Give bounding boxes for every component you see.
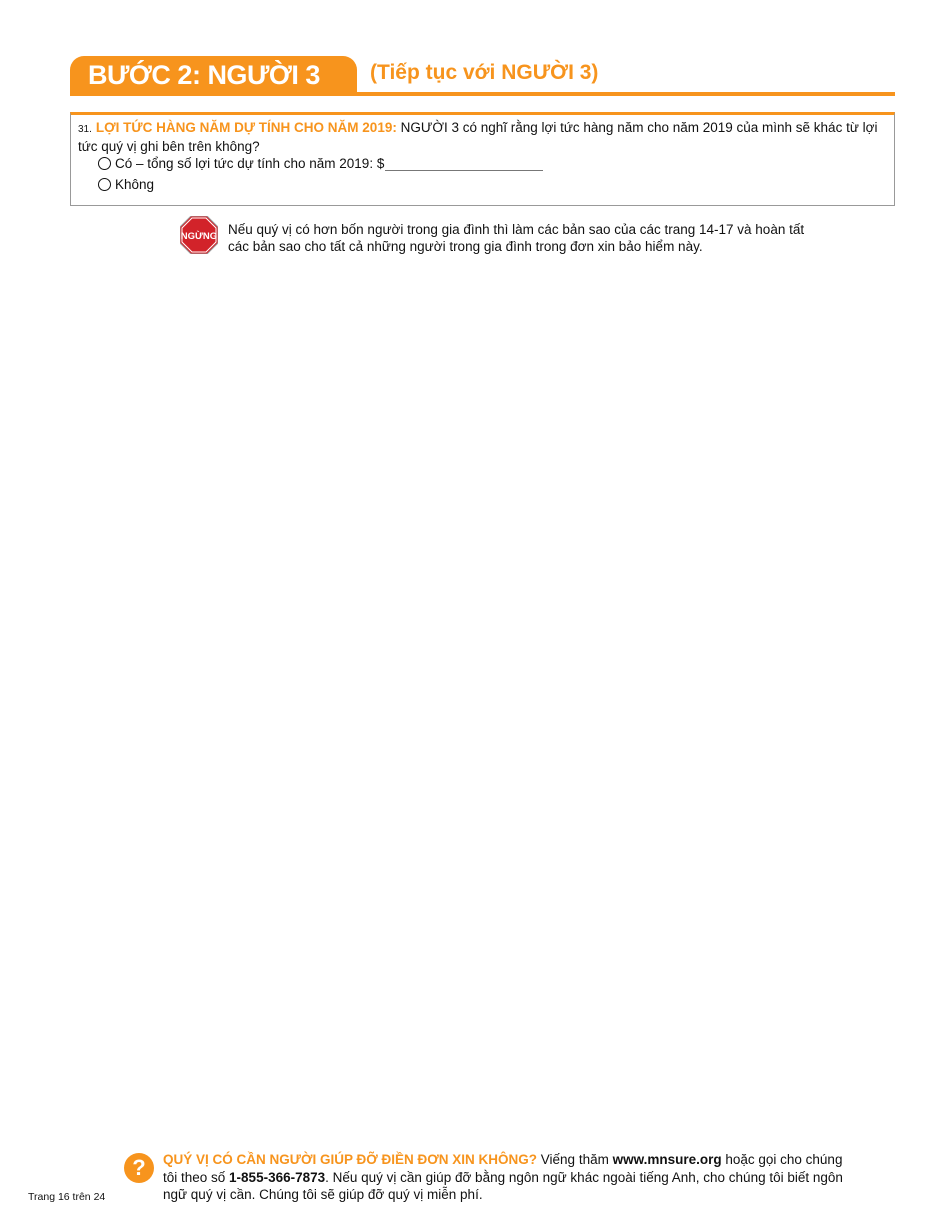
stop-sign-icon [180,216,218,254]
help-url[interactable]: www.mnsure.org [612,1152,722,1167]
radio-no[interactable] [98,178,111,191]
question-number: 31. [78,124,92,135]
stop-instructions: Nếu quý vị có hơn bốn người trong gia đình thì làm các bản sao của các trang 14-17 và hoàn tất các bản sao cho tất cả những người trong gia đình trong đơn xin bảo hiểm này. [228,222,805,254]
help-phone: 1-855-366-7873 [229,1169,326,1185]
question-31 [78,119,888,155]
help-text [163,1151,853,1204]
help-question-icon: ? [124,1153,154,1183]
help-text-3: . Nếu quý vị cần giúp đỡ bằng ngôn ngữ khác ngoài tiếng Anh, cho chúng tôi biết ngôn ngữ quý vị cần. Chúng tôi sẽ giúp đỡ quý vị miễn phí. [163,1169,843,1202]
help-question: QUÝ VỊ CÓ CẦN NGƯỜI GIÚP ĐỠ ĐIỀN ĐƠN XIN KHÔNG? [163,1152,538,1167]
option-no[interactable] [98,177,154,192]
income-amount-field[interactable] [385,156,543,171]
help-text-2: hoặc gọi cho chúng tôi theo số [163,1152,843,1185]
section-subtitle: (Tiếp tục với NGƯỜI 3) [370,61,599,84]
question-heading: LỢI TỨC HÀNG NĂM DỰ TÍNH CHO NĂM 2019: [95,120,397,135]
stop-sign-text: NGỪNG [180,231,218,242]
section-title: BƯỚC 2: NGƯỜI 3 [88,60,320,90]
page-number: Trang 16 trên 24 [28,1191,106,1203]
question-text: NGƯỜI 3 có nghĩ rằng lợi tức hàng năm cho năm 2019 của mình sẽ khác từ lợi tức quý vị ghi bên trên không? [78,120,878,154]
option-no-label: Không [115,177,155,192]
option-yes[interactable] [98,156,543,171]
option-yes-label: Có – tổng số lợi tức dự tính cho năm 2019: $ [115,156,385,171]
section-divider [70,92,895,96]
help-text-1: Viếng thăm [537,1152,613,1167]
radio-yes[interactable] [98,157,111,170]
